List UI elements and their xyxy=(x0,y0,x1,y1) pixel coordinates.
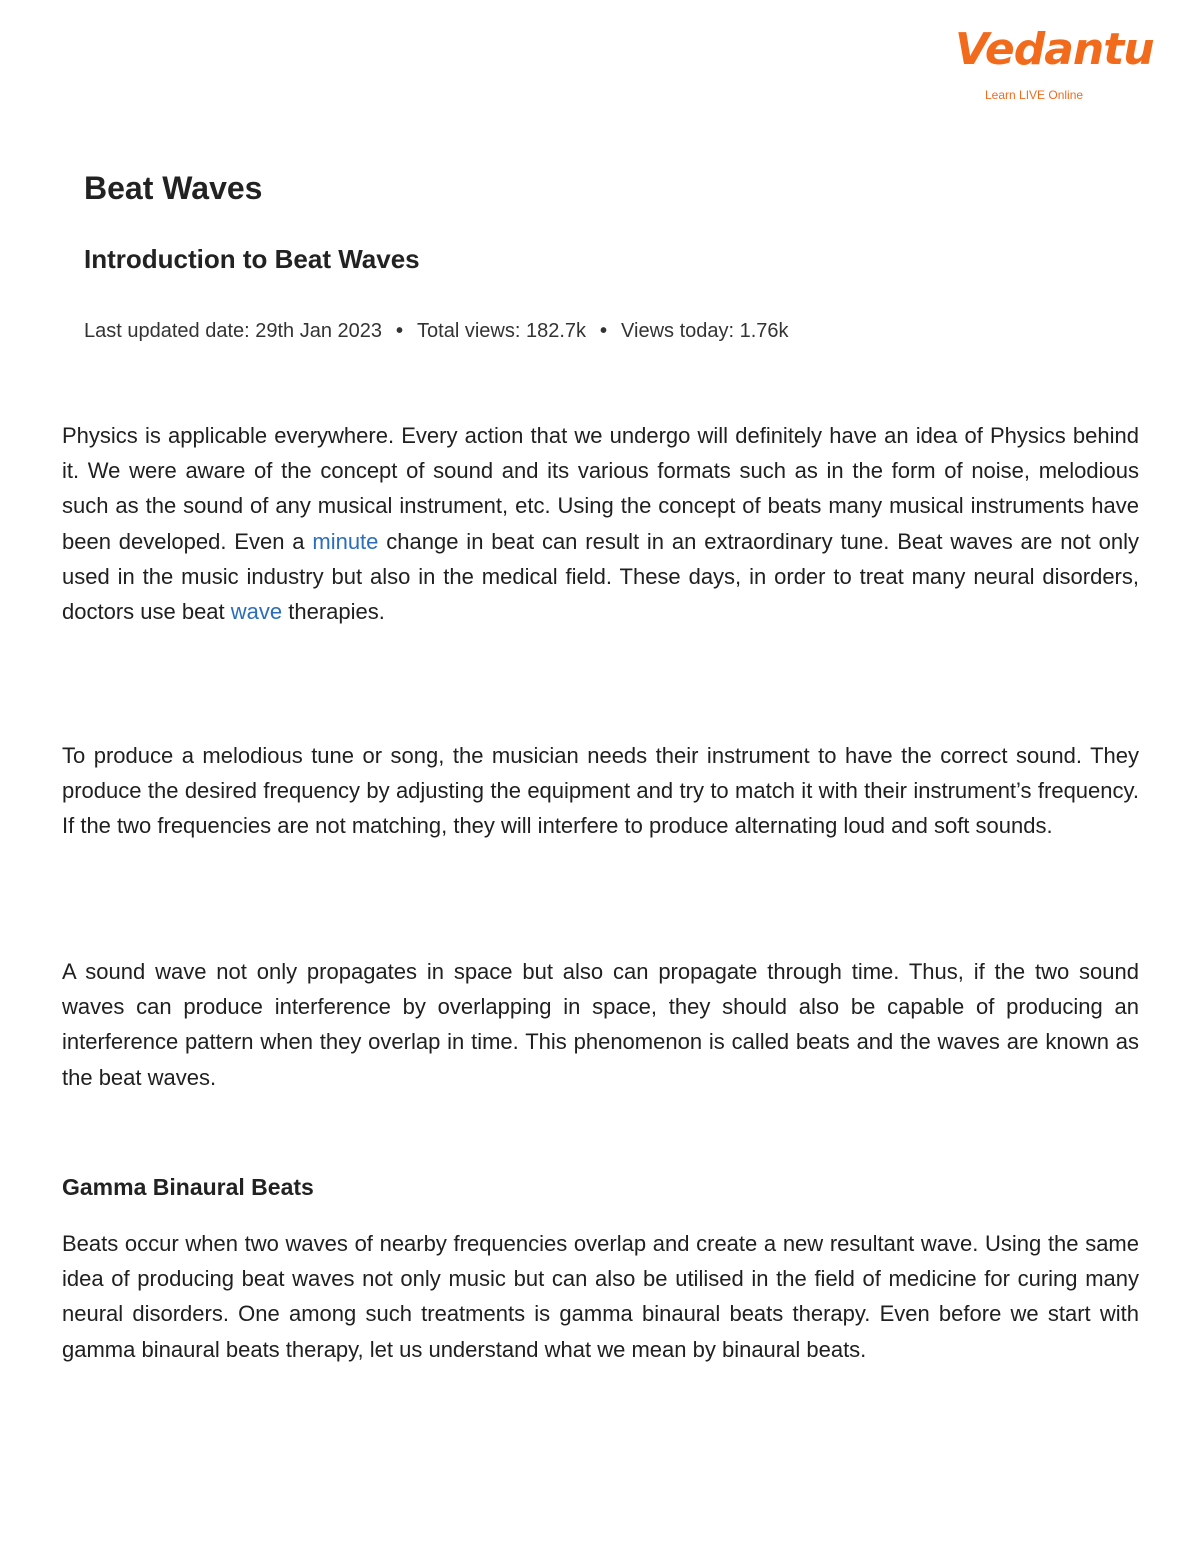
link-wave[interactable]: wave xyxy=(230,599,283,625)
page-title: Beat Waves xyxy=(84,170,263,206)
article-meta xyxy=(84,318,789,344)
paragraph-text: therapies. xyxy=(282,599,385,625)
logo-wordmark: Vedantu xyxy=(955,24,1154,75)
paragraph-text: change in beat can result in an extraordinary tune. Beat waves are not only used in the music industry but also in the medical field. These days, in order to treat many neural disorders, doctors use beat xyxy=(62,528,1139,625)
link-minute[interactable]: minute xyxy=(312,528,379,554)
total-views: Total views: 182.7k xyxy=(417,320,587,342)
paragraph-intro xyxy=(62,418,1139,629)
meta-separator: • xyxy=(600,320,608,342)
section-heading-gamma-binaural-beats: Gamma Binaural Beats xyxy=(62,1174,314,1200)
paragraph-text: Physics is applicable everywhere. Every action that we undergo will definitely have an idea of Physics behind it. We were aware of the concept of sound and its various formats such as in the form of noise, melodious such as the sound of any musical instrument, etc. Using the concept of beats many musical instruments have been developed. Even a xyxy=(62,423,1139,554)
paragraph-gamma-binaural-beats: Beats occur when two waves of nearby frequencies overlap and create a new resultant wave. Using the same idea of producing beat waves not only music but can also be utilised in the field of medicine for curing many neural disorders. One among such treatments is gamma binaural beats therapy. Even before we start with gamma binaural beats therapy, let us understand what we mean by binaural beats. xyxy=(62,1231,1139,1362)
paragraph-sound-wave: A sound wave not only propagates in space but also can propagate through time. Thus, if the two sound waves can produce interference by overlapping in space, they should also be capable of producing an interference pattern when they overlap in time. This phenomenon is called beats and the waves are known as the beat waves. xyxy=(62,959,1139,1090)
last-updated-date: Last updated date: 29th Jan 2023 xyxy=(84,320,383,342)
logo-tagline: Learn LIVE Online xyxy=(985,88,1084,102)
views-today: Views today: 1.76k xyxy=(621,320,789,342)
page-subtitle: Introduction to Beat Waves xyxy=(84,244,420,274)
meta-separator: • xyxy=(396,320,404,342)
paragraph-melodious-tune: To produce a melodious tune or song, the musician needs their instrument to have the correct sound. They produce the desired frequency by adjusting the equipment and try to match it with their instrument’s frequency. If the two frequencies are not matching, they will interfere to produce alternating loud and soft sounds. xyxy=(62,743,1139,839)
vedantu-logo xyxy=(955,24,1154,108)
